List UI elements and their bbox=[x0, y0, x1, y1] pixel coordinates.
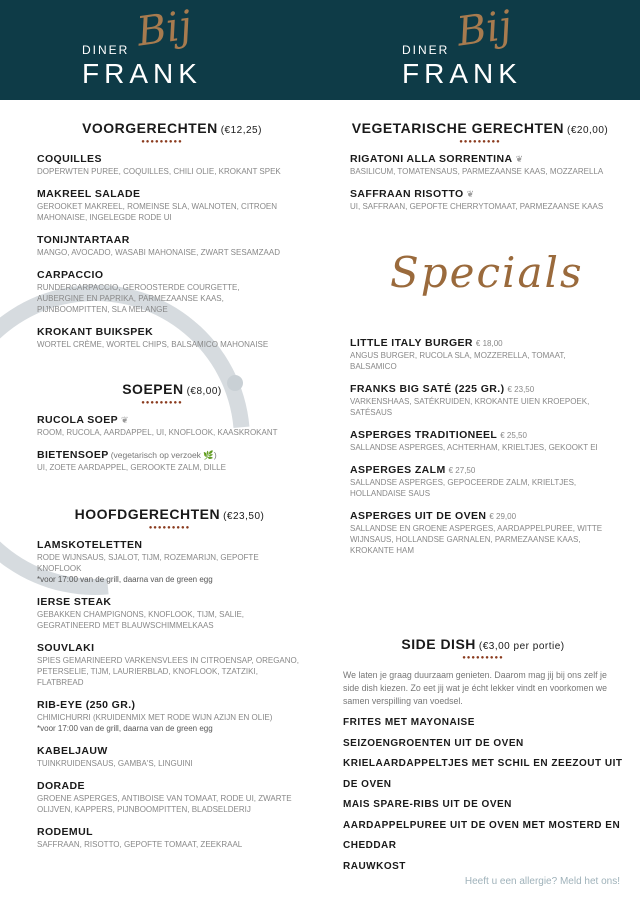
item-name-text: DORADE bbox=[37, 780, 85, 792]
section-price: (€23,50) bbox=[223, 511, 265, 522]
menu-item bbox=[350, 188, 610, 212]
section-title-text: VOORGERECHTEN bbox=[82, 120, 218, 136]
side-dish-item: RAUWKOST bbox=[343, 860, 406, 872]
menu-item bbox=[37, 826, 302, 850]
item-description: MANGO, AVOCADO, WASABI MAHONAISE, ZWART SESAMZAAD bbox=[37, 248, 280, 257]
item-name-text: COQUILLES bbox=[37, 153, 102, 165]
section-title-text: SIDE DISH bbox=[401, 636, 476, 652]
menu-item bbox=[350, 429, 610, 453]
item-price: € 18,00 bbox=[475, 339, 503, 348]
side-dish-item: FRITES MET MAYONAISE bbox=[343, 717, 475, 728]
side-dish-intro: We laten je graag duurzaam genieten. Daarom mag jij bij ons zelf je side dish kiezen. Zo eet jij wat je écht lekker vindt en voorkomen we samen verspilling van voedsel. bbox=[343, 670, 608, 706]
ornament-dots: ●●●●●●●●● bbox=[141, 139, 183, 145]
menu-item bbox=[37, 780, 302, 815]
menu-item bbox=[350, 337, 610, 372]
menu-item bbox=[37, 596, 302, 631]
item-name bbox=[350, 153, 610, 166]
item-name bbox=[37, 745, 302, 758]
logo-bij: Bij bbox=[134, 2, 195, 56]
menu-item bbox=[37, 234, 287, 258]
menu-item bbox=[37, 539, 302, 585]
logo-bij: Bij bbox=[454, 2, 515, 56]
item-description: GROENE ASPERGES, ANTIBOISE VAN TOMAAT, RODE UI, ZWARTE OLIJVEN, KAPPERS, PIJNBOOMPITTEN, BLADSELDERIJ bbox=[37, 794, 292, 814]
item-name-text: RUCOLA SOEP bbox=[37, 414, 119, 426]
item-description: TUINKRUIDENSAUS, GAMBA'S, LINGUINI bbox=[37, 759, 193, 768]
item-description: SALLANDSE ASPERGES, GEPOCEERDE ZALM, KRIELTJES, HOLLANDAISE SAUS bbox=[350, 478, 577, 498]
item-price: € 23,50 bbox=[507, 385, 535, 394]
side-dish-item: KRIELAARDAPPELTJES MET SCHIL EN ZEEZOUT UIT DE OVEN bbox=[343, 758, 623, 790]
menu-item bbox=[37, 153, 287, 177]
item-name-text: RODEMUL bbox=[37, 826, 93, 838]
logo bbox=[382, 2, 562, 92]
ornament-dots: ●●●●●●●●● bbox=[462, 655, 504, 661]
item-price: € 27,50 bbox=[448, 466, 476, 475]
side-dish-item: SEIZOENGROENTEN UIT DE OVEN bbox=[343, 737, 524, 749]
item-name bbox=[350, 188, 610, 201]
menu-item bbox=[37, 326, 287, 350]
item-name bbox=[37, 234, 287, 247]
menu-item bbox=[350, 153, 610, 177]
item-name-text: KROKANT BUIKSPEK bbox=[37, 326, 154, 338]
item-name bbox=[37, 596, 302, 609]
item-description: GEBAKKEN CHAMPIGNONS, KNOFLOOK, TIJM, SALIE, GEGRATINEERD MET BLAUWSCHIMMELKAAS bbox=[37, 610, 245, 630]
section-title-text: SOEPEN bbox=[122, 381, 184, 397]
section-soepen bbox=[37, 381, 287, 484]
item-name-text: IERSE STEAK bbox=[37, 596, 112, 608]
item-name bbox=[350, 464, 610, 477]
item-description: WORTEL CRÈME, WORTEL CHIPS, BALSAMICO MAHONAISE bbox=[37, 340, 269, 349]
section-price: (€12,25) bbox=[220, 125, 262, 136]
item-name bbox=[350, 383, 610, 396]
logo bbox=[62, 2, 242, 92]
item-name bbox=[37, 153, 287, 166]
section-price: (€20,00) bbox=[566, 125, 609, 136]
menu-item bbox=[37, 449, 287, 473]
item-name bbox=[37, 414, 287, 427]
item-name-text: SAFFRAAN RISOTTO bbox=[350, 188, 464, 200]
item-description: CHIMICHURRI (KRUIDENMIX MET RODE WIJN AZIJN EN OLIE) bbox=[37, 713, 273, 722]
section-price: (€8,00) bbox=[186, 386, 222, 397]
item-note: (vegetarisch op verzoek 🌿) bbox=[110, 450, 217, 460]
item-name bbox=[37, 642, 302, 655]
item-name-text: ASPERGES TRADITIONEEL bbox=[350, 429, 498, 441]
item-name-text: SOUVLAKI bbox=[37, 642, 95, 654]
section-title bbox=[57, 120, 287, 136]
menu-item bbox=[37, 414, 287, 438]
section-title bbox=[57, 381, 287, 397]
item-name-text: TONIJNTARTAAR bbox=[37, 234, 130, 246]
item-name-text: MAKREEL SALADE bbox=[37, 188, 141, 200]
item-note-grill: *voor 17:00 van de grill, daarna van de green egg bbox=[37, 575, 213, 584]
item-name bbox=[37, 699, 302, 712]
item-description: BASILICUM, TOMATENSAUS, PARMEZAANSE KAAS, MOZZARELLA bbox=[350, 167, 604, 176]
item-name bbox=[350, 510, 610, 523]
section-title bbox=[37, 506, 302, 522]
item-description: DOPERWTEN PUREE, COQUILLES, CHILI OLIE, KROKANT SPEK bbox=[37, 167, 281, 176]
section-title-text: VEGETARISCHE GERECHTEN bbox=[351, 120, 564, 136]
ornament-dots: ●●●●●●●●● bbox=[148, 525, 191, 531]
item-description: RODE WIJNSAUS, SJALOT, TIJM, ROZEMARIJN, GEPOFTE KNOFLOOK bbox=[37, 553, 259, 573]
section-vegetarisch bbox=[350, 120, 610, 223]
item-name-text: BIETENSOEP bbox=[37, 449, 109, 461]
menu-item bbox=[37, 188, 287, 223]
item-name bbox=[350, 429, 610, 442]
section-title bbox=[350, 120, 610, 136]
item-name-text: CARPACCIO bbox=[37, 269, 104, 281]
item-name bbox=[37, 269, 287, 282]
item-note-grill: *voor 17:00 van de grill, daarna van de green egg bbox=[37, 724, 213, 733]
item-name-text: KABELJAUW bbox=[37, 745, 108, 757]
item-name bbox=[37, 780, 302, 793]
logo-frank: FRANK bbox=[402, 58, 522, 89]
item-description: RUNDERCARPACCIO, GEROOSTERDE COURGETTE, AUBERGINE EN PAPRIKA, PARMEZAANSE KAAS, PIJNBOOMPITTEN, SLA MELANGE bbox=[37, 283, 240, 314]
item-name-text: ASPERGES ZALM bbox=[350, 464, 446, 476]
item-price: € 29,00 bbox=[489, 512, 517, 521]
logo-diner: DINER bbox=[402, 43, 450, 57]
vegetarian-leaf-icon: ❦ bbox=[121, 415, 129, 425]
vegetarian-leaf-icon: ❦ bbox=[466, 189, 475, 199]
item-description: SALLANDSE ASPERGES, ACHTERHAM, KRIELTJES, GEKOOKT EI bbox=[350, 443, 598, 452]
menu-item bbox=[37, 269, 287, 315]
ornament-dots: ●●●●●●●●● bbox=[459, 139, 501, 145]
logo-diner: DINER bbox=[82, 43, 130, 57]
allergy-note: Heeft u een allergie? Meld het ons! bbox=[464, 876, 620, 887]
item-name-text: RIB-EYE (250 GR.) bbox=[37, 699, 136, 711]
item-description: UI, SAFFRAAN, GEPOFTE CHERRYTOMAAT, PARMEZAANSE KAAS bbox=[350, 202, 604, 211]
item-name-text: LITTLE ITALY BURGER bbox=[350, 337, 473, 349]
section-side-dish bbox=[343, 636, 623, 877]
specials-heading: Specials bbox=[390, 248, 584, 297]
item-description: SPIES GEMARINEERD VARKENSVLEES IN CITROENSAP, OREGANO, PETERSELIE, TIJM, LAURIERBLAD, KNOFLOOK, TZATZIKI, FLATBREAD bbox=[37, 656, 299, 687]
item-description: SAFFRAAN, RISOTTO, GEPOFTE TOMAAT, ZEEKRAAL bbox=[37, 840, 243, 849]
section-title bbox=[343, 636, 623, 652]
item-description: UI, ZOETE AARDAPPEL, GEROOKTE ZALM, DILLE bbox=[37, 463, 226, 472]
item-name bbox=[37, 449, 287, 462]
item-description: GEROOKET MAKREEL, ROMEINSE SLA, WALNOTEN, CITROEN MAHONAISE, INGELEGDE RODE UI bbox=[37, 202, 278, 222]
item-description: ANGUS BURGER, RUCOLA SLA, MOZZERELLA, TOMAAT, BALSAMICO bbox=[350, 351, 566, 371]
item-name-text: ASPERGES UIT DE OVEN bbox=[350, 510, 487, 522]
menu-item bbox=[350, 383, 610, 418]
vegetarian-leaf-icon: ❦ bbox=[515, 154, 524, 164]
item-description: SALLANDSE EN GROENE ASPERGES, AARDAPPELPUREE, WITTE WIJNSAUS, HOLLANDSE GARNALEN, PARMEZAANSE KAAS, KROKANTE HAM bbox=[350, 524, 603, 555]
section-specials bbox=[350, 337, 610, 567]
section-voorgerechten bbox=[37, 120, 287, 361]
item-description: ROOM, RUCOLA, AARDAPPEL, UI, KNOFLOOK, KAASKROKANT bbox=[37, 428, 278, 437]
item-name-text: FRANKS BIG SATÉ (225 GR.) bbox=[350, 383, 505, 395]
menu-item bbox=[37, 642, 302, 688]
item-name bbox=[350, 337, 610, 350]
section-hoofdgerechten bbox=[37, 506, 302, 861]
item-description: VARKENSHAAS, SATÉKRUIDEN, KROKANTE UIEN KROEPOEK, SATÉSAUS bbox=[350, 397, 590, 417]
ornament-dots: ●●●●●●●●● bbox=[141, 400, 183, 406]
header bbox=[0, 0, 640, 100]
menu-item bbox=[350, 464, 610, 499]
side-dish-item: AARDAPPELPUREE UIT DE OVEN MET MOSTERD EN CHEDDAR bbox=[343, 819, 621, 851]
item-price: € 25,50 bbox=[500, 431, 527, 440]
item-name bbox=[37, 826, 302, 839]
section-title-text: HOOFDGERECHTEN bbox=[74, 506, 221, 522]
section-price: (€3,00 per portie) bbox=[478, 641, 565, 652]
item-name-text: RIGATONI ALLA SORRENTINA bbox=[350, 153, 513, 165]
item-name bbox=[37, 326, 287, 339]
item-name-text: LAMSKOTELETTEN bbox=[37, 539, 143, 551]
menu-item bbox=[350, 510, 610, 556]
item-name bbox=[37, 188, 287, 201]
side-dish-item: MAIS SPARE-RIBS UIT DE OVEN bbox=[343, 799, 512, 810]
item-name bbox=[37, 539, 302, 552]
menu-item bbox=[37, 745, 302, 769]
logo-frank: FRANK bbox=[82, 58, 202, 89]
menu-item bbox=[37, 699, 302, 734]
